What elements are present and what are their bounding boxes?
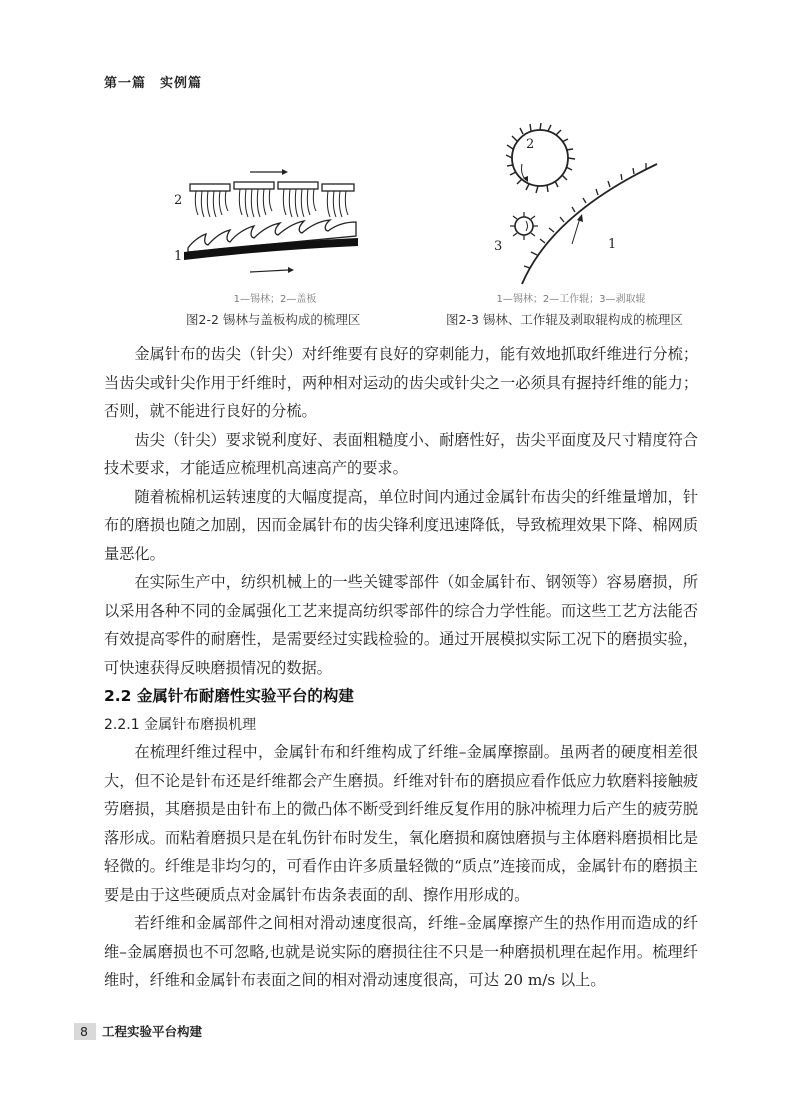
label-flat: 2: [174, 193, 183, 208]
page-number: 8: [74, 1023, 96, 1040]
figure-cylinder-flats: [170, 152, 370, 287]
worker-roller: [512, 130, 568, 186]
paragraph: 齿尖（针尖）要求锐利度好、表面粗糙度小、耐磨性好，齿尖平面度及尺寸精度符合技术要求，才能适应梳理机高速高产的要求。: [104, 430, 698, 477]
page-footer: [74, 1022, 202, 1040]
label-worker: 2: [526, 137, 535, 152]
paragraph: 在实际生产中，纺织机械上的一些关键零部件（如金属针布、钢领等）容易磨损，所以采用各种不同的金属强化工艺来提高纺织零部件的综合力学性能。而这些工艺方法能否有效提高零件的耐磨性，是需要经过实践检验的。通过开展模拟实际工况下的磨损实验，可快速获得反映磨损情况的数据。: [104, 573, 698, 677]
section-title: 2.2 金属针布耐磨性实验平台的构建: [104, 687, 354, 705]
cylinder-worker-stripper-diagram: [482, 114, 662, 289]
running-header: 第一篇 实例篇: [104, 76, 203, 91]
paragraph: 随着梳棉机运转速度的大幅度提高，单位时间内通过金属针布齿尖的纤维量增加，针布的磨损也随之加剧，因而金属针布的齿尖锋利度迅速降低，导致梳理效果下降、棉网质量恶化。: [104, 487, 698, 563]
body-text-bottom: [104, 738, 698, 995]
stripper-roller: [515, 217, 533, 235]
label-cylinder: 1: [174, 249, 183, 264]
figure-right-legend: 1—锡林；2—工作辊；3—剥取辊: [496, 294, 646, 305]
subsection-title: 2.2.1 金属针布磨损机理: [104, 717, 257, 733]
paragraph: 在梳理纤维过程中，金属针布和纤维构成了纤维–金属摩擦副。虽两者的硬度相差很大，但不论是针布还是纤维都会产生磨损。纤维对针布的磨损应看作低应力软磨料接触疲劳磨损，其磨损是由针布上的微凸体不断受到纤维反复作用的脉冲梳理力后产生的疲劳脱落形成。而粘着磨损只是在轧伤针布时发生，氧化磨损和腐蚀磨损与主体磨料磨损相比是轻微的。纤维是非均匀的，可看作由许多质量轻微的“质点”连接而成，金属针布的磨损主要是由于这些硬质点对金属针布齿条表面的刮、擦作用形成的。: [104, 743, 698, 904]
figure-cylinder-worker-stripper: [482, 114, 662, 289]
paragraph: 金属针布的齿尖（针尖）对纤维要有良好的穿刺能力，能有效地抓取纤维进行分梳；当齿尖或针尖作用于纤维时，两种相对运动的齿尖或针尖之一必须具有握持纤维的能力；否则，就不能进行良好的分梳。: [104, 345, 698, 420]
body-text-top: [104, 340, 698, 682]
paragraph: 若纤维和金属部件之间相对滑动速度很高，纤维–金属摩擦产生的热作用而造成的纤维–金属磨损也不可忽略,也就是说实际的磨损往往不只是一种磨损机理在起作用。梳理纤维时，纤维和金属针布表面之间的相对滑动速度很高，可达 20 m/s 以上。: [104, 914, 698, 989]
label-cylinder-right: 1: [608, 237, 617, 252]
figure-right-caption: 图2-3 锡林、工作辊及剥取辊构成的梳理区: [446, 312, 683, 327]
book-title: 工程实验平台构建: [101, 1024, 202, 1039]
label-stripper: 3: [494, 239, 503, 254]
cylinder-flats-diagram: [170, 152, 370, 287]
figure-left-legend: 1—锡林；2—盖板: [233, 294, 317, 305]
figure-left-caption: 图2-2 锡林与盖板构成的梳理区: [186, 312, 361, 327]
